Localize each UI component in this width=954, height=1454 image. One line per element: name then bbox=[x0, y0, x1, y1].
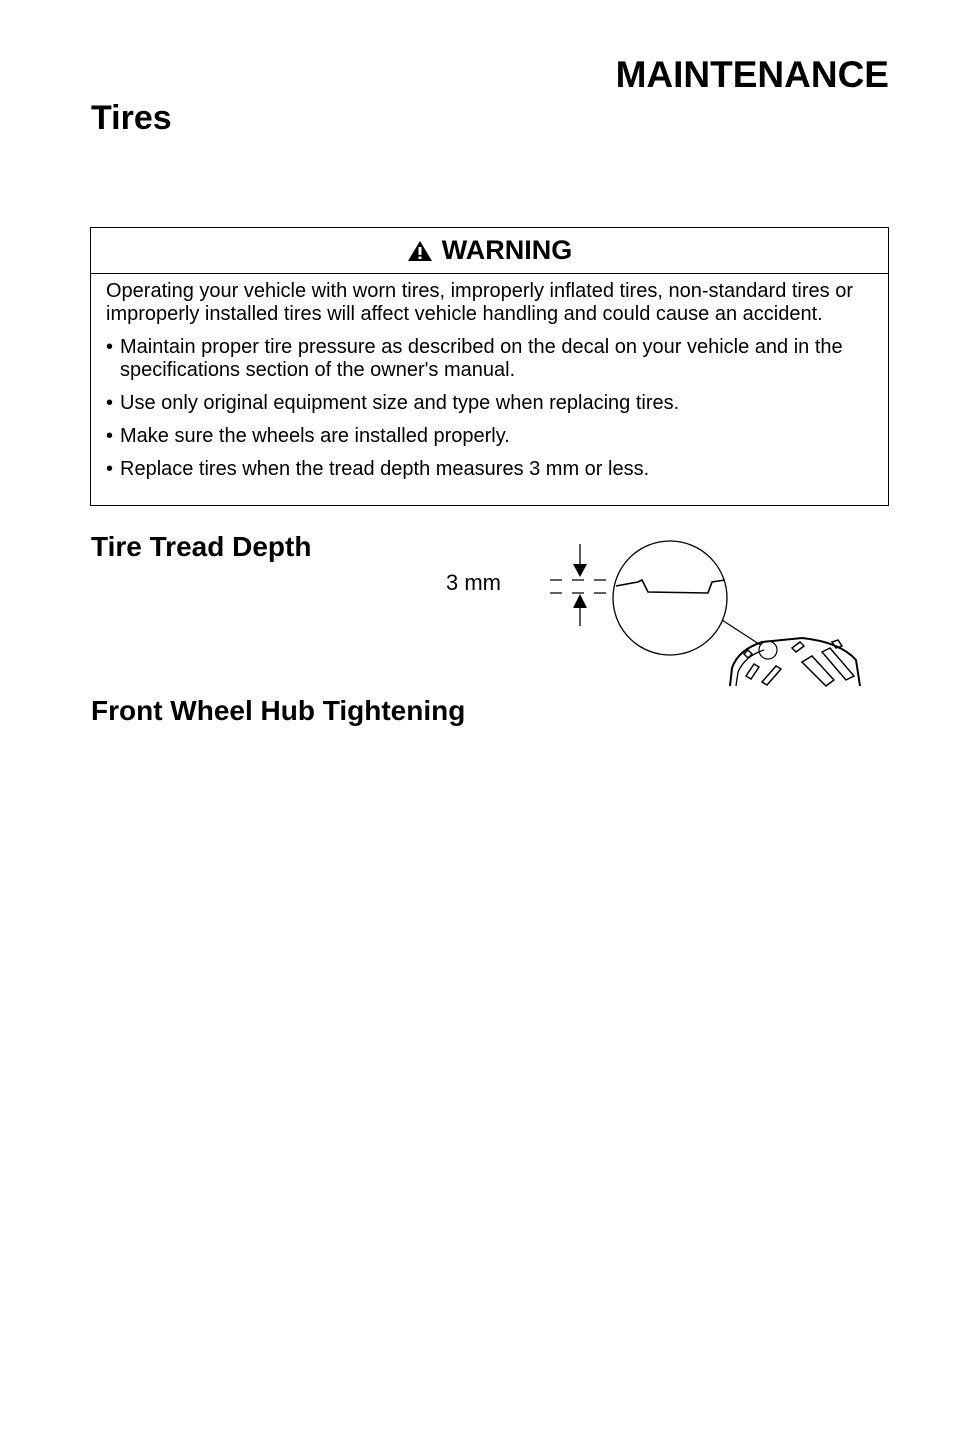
tread-depth-measurement-label: 3 mm bbox=[446, 570, 501, 595]
warning-header bbox=[91, 228, 888, 274]
warning-bullet: • Use only original equipment size and type when replacing tires. bbox=[106, 392, 874, 415]
tread-depth-heading: Tire Tread Depth bbox=[91, 531, 312, 562]
page-title: Tires bbox=[91, 99, 172, 137]
section-header: MAINTENANCE bbox=[615, 54, 889, 95]
warning-title: WARNING bbox=[441, 235, 573, 265]
front-wheel-hub-heading: Front Wheel Hub Tightening bbox=[91, 695, 466, 726]
warning-bullet-list bbox=[106, 336, 874, 481]
warning-bullet: • Replace tires when the tread depth measures 3 mm or less. bbox=[106, 458, 874, 481]
warning-box bbox=[90, 227, 889, 506]
warning-intro: Operating your vehicle with worn tires, improperly inflated tires, non-standard tires or improperly installed tires will affect vehicle handling and could cause an accident. bbox=[106, 280, 853, 325]
tread-depth-illustration bbox=[540, 538, 870, 688]
warning-triangle-icon bbox=[407, 240, 433, 262]
warning-bullet: • Maintain proper tire pressure as described on the decal on your vehicle and in the specifications section of the owner's manual. bbox=[106, 336, 874, 382]
warning-bullet: • Make sure the wheels are installed properly. bbox=[106, 425, 874, 448]
warning-body bbox=[91, 274, 888, 481]
